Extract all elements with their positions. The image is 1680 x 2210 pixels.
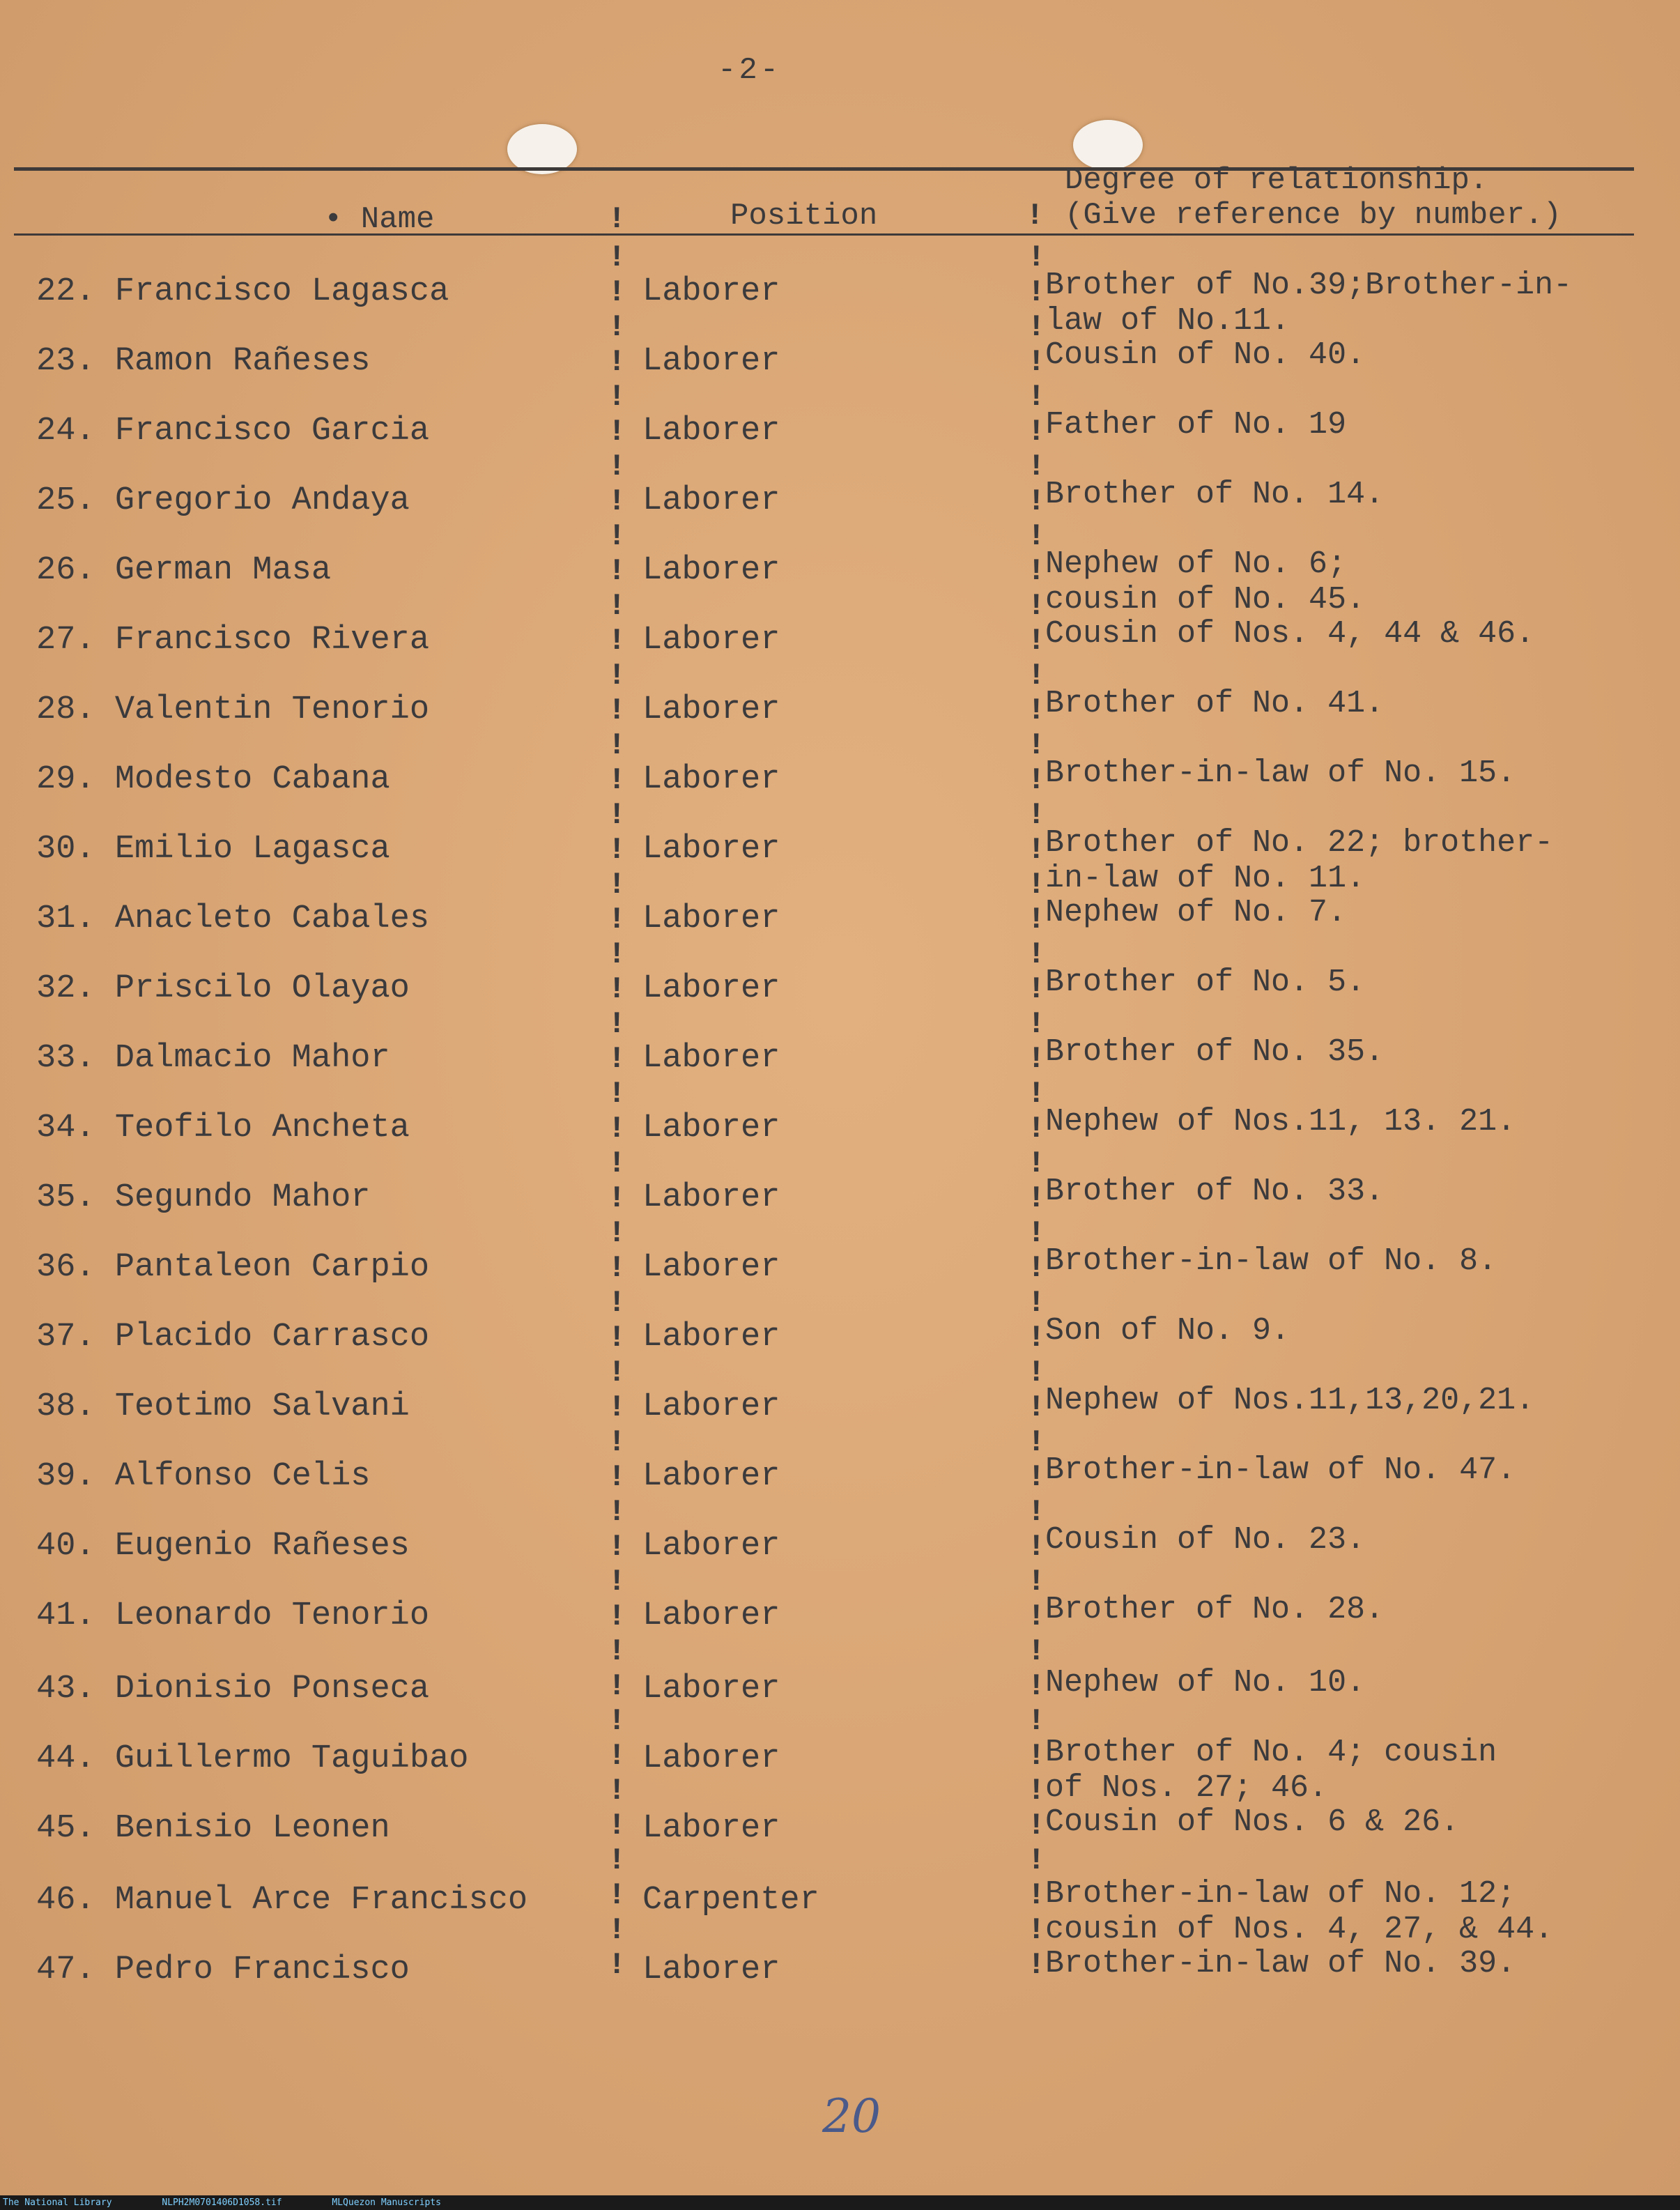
relationship-line-1: Father of No. 19 — [1045, 407, 1347, 443]
page-number: -2- — [718, 53, 782, 88]
relationship — [1045, 1592, 1384, 1627]
relationship-line-1: Brother of No. 5. — [1045, 965, 1366, 1000]
archive-file: NLPH2M0701406D1058.tif — [162, 2197, 282, 2208]
employee-position: Laborer — [642, 1249, 780, 1286]
relationship — [1045, 755, 1516, 791]
employee-position: Laborer — [642, 343, 780, 380]
employee-name: 40. Eugenio Rañeses — [36, 1528, 410, 1565]
relationship — [1045, 1876, 1553, 1947]
table-row — [0, 1243, 1680, 1319]
table-row — [0, 1383, 1680, 1458]
table-row — [0, 546, 1680, 622]
table-row — [0, 1876, 1680, 1951]
employee-name: 22. Francisco Lagasca — [36, 273, 449, 310]
header-bottom-rule — [14, 233, 1634, 236]
table-row — [0, 1522, 1680, 1597]
employee-position: Laborer — [642, 1740, 780, 1777]
employee-name: 44. Guillermo Taguibao — [36, 1740, 469, 1777]
relationship-line-2: cousin of No. 45. — [1045, 582, 1366, 617]
employee-name: 39. Alfonso Celis — [36, 1458, 371, 1495]
relationship — [1045, 825, 1553, 896]
employee-name: 35. Segundo Mahor — [36, 1179, 371, 1216]
employee-name: 23. Ramon Rañeses — [36, 343, 371, 380]
table-row — [0, 686, 1680, 761]
employee-position: Laborer — [642, 273, 780, 310]
relationship-line-1: Nephew of Nos.11, 13. 21. — [1045, 1104, 1516, 1139]
relationship — [1045, 1383, 1534, 1418]
employee-position: Laborer — [642, 831, 780, 868]
employee-position: Laborer — [642, 1810, 780, 1847]
employee-position: Laborer — [642, 970, 780, 1007]
column-header-name: • Name — [324, 202, 435, 237]
employee-name: 37. Placido Carrasco — [36, 1319, 430, 1356]
employee-position: Laborer — [642, 1319, 780, 1356]
employee-name: 38. Teotimo Salvani — [36, 1388, 410, 1425]
column-divider-2: ! ! ! ! ! ! ! ! ! ! ! ! ! ! ! ! ! ! ! ! ! ! ! ! ! ! ! ! ! ! ! ! ! ! ! ! ! ! ! ! ! ! ! ! ! ! ! ! ! ! — [1027, 240, 1046, 1983]
table-row — [0, 965, 1680, 1040]
relationship-line-1: Brother of No. 14. — [1045, 477, 1385, 512]
column-divider-mark: ! — [1026, 199, 1045, 233]
employee-position: Laborer — [642, 1388, 780, 1425]
table-row — [0, 407, 1680, 482]
employee-name: 46. Manuel Arce Francisco — [36, 1882, 528, 1919]
table-row — [0, 895, 1680, 970]
employee-name: 45. Benisio Leonen — [36, 1810, 390, 1847]
employee-name: 31. Anacleto Cabales — [36, 900, 430, 937]
column-header-relationship-line1: Degree of relationship. — [1065, 163, 1488, 198]
handwritten-page-number: 20 — [822, 2089, 881, 2143]
relationship-line-1: Nephew of No. 10. — [1045, 1665, 1366, 1701]
employee-name: 33. Dalmacio Mahor — [36, 1040, 390, 1077]
relationship — [1045, 546, 1365, 617]
table-row — [0, 1592, 1680, 1667]
table-row — [0, 337, 1680, 413]
employee-name: 30. Emilio Lagasca — [36, 831, 390, 868]
relationship — [1045, 407, 1346, 443]
employee-position: Laborer — [642, 1597, 780, 1634]
relationship-line-1: Cousin of Nos. 4, 44 & 46. — [1045, 616, 1535, 652]
employee-name: 41. Leonardo Tenorio — [36, 1597, 430, 1634]
relationship-line-1: Nephew of Nos.11,13,20,21. — [1045, 1383, 1535, 1418]
employee-position: Laborer — [642, 761, 780, 798]
employee-position: Laborer — [642, 1528, 780, 1565]
relationship — [1045, 1946, 1516, 1981]
relationship-line-1: Brother of No. 33. — [1045, 1174, 1385, 1209]
employee-name: 29. Modesto Cabana — [36, 761, 390, 798]
relationship-line-1: Brother of No. 22; brother- — [1045, 825, 1554, 861]
relationship-line-1: Brother of No. 35. — [1045, 1034, 1385, 1070]
relationship-line-1: Brother of No.39;Brother-in- — [1045, 268, 1573, 303]
relationship — [1045, 1104, 1516, 1139]
table-row — [0, 1174, 1680, 1249]
relationship-line-1: Brother-in-law of No. 47. — [1045, 1452, 1516, 1488]
employee-name: 34. Teofilo Ancheta — [36, 1110, 410, 1146]
relationship-line-2: cousin of Nos. 4, 27, & 44. — [1045, 1912, 1554, 1947]
relationship-line-1: Nephew of No. 7. — [1045, 895, 1347, 930]
relationship — [1045, 1522, 1365, 1558]
employee-name: 32. Priscilo Olayao — [36, 970, 410, 1007]
relationship — [1045, 1804, 1459, 1840]
employee-name: 27. Francisco Rivera — [36, 622, 430, 659]
relationship-line-1: Cousin of No. 23. — [1045, 1522, 1366, 1558]
employee-position: Laborer — [642, 691, 780, 728]
relationship — [1045, 337, 1365, 373]
table-row — [0, 1665, 1680, 1740]
table-row — [0, 1735, 1680, 1810]
employee-position: Laborer — [642, 1951, 780, 1988]
relationship — [1045, 1174, 1384, 1209]
relationship-line-2: of Nos. 27; 46. — [1045, 1770, 1328, 1806]
relationship — [1045, 1665, 1365, 1701]
table-row — [0, 1804, 1680, 1880]
table-row — [0, 825, 1680, 900]
relationship — [1045, 1313, 1290, 1349]
employee-position: Laborer — [642, 622, 780, 659]
employee-position: Laborer — [642, 1110, 780, 1146]
table-row — [0, 1946, 1680, 2021]
employee-position: Laborer — [642, 552, 780, 589]
relationship — [1045, 686, 1384, 721]
table-row — [0, 1034, 1680, 1110]
relationship-line-2: law of No.11. — [1045, 303, 1290, 339]
employee-position: Laborer — [642, 1671, 780, 1708]
table-row — [0, 616, 1680, 691]
employee-name: 26. German Masa — [36, 552, 332, 589]
relationship — [1045, 477, 1384, 512]
column-header-position: Position — [730, 199, 878, 233]
relationship — [1045, 1034, 1384, 1070]
table-row — [0, 1104, 1680, 1179]
employee-position: Laborer — [642, 413, 780, 450]
employee-name: 36. Pantaleon Carpio — [36, 1249, 430, 1286]
employee-position: Laborer — [642, 1179, 780, 1216]
table-row — [0, 755, 1680, 831]
table-row — [0, 1313, 1680, 1388]
column-divider-mark: ! — [608, 202, 626, 237]
employee-position: Laborer — [642, 1458, 780, 1495]
employee-name: 25. Gregorio Andaya — [36, 482, 410, 519]
relationship-line-1: Brother-in-law of No. 15. — [1045, 755, 1516, 791]
table-row — [0, 268, 1680, 343]
employee-name: 28. Valentin Tenorio — [36, 691, 430, 728]
archive-collection: MLQuezon Manuscripts — [332, 2197, 441, 2208]
relationship — [1045, 1452, 1516, 1488]
relationship-line-1: Brother of No. 4; cousin — [1045, 1735, 1497, 1770]
relationship-line-1: Son of No. 9. — [1045, 1313, 1290, 1349]
relationship — [1045, 616, 1534, 652]
archive-library: The National Library — [3, 2197, 112, 2208]
relationship — [1045, 1735, 1497, 1806]
employee-name: 47. Pedro Francisco — [36, 1951, 410, 1988]
relationship-line-1: Nephew of No. 6; — [1045, 546, 1347, 582]
relationship — [1045, 965, 1365, 1000]
relationship-line-1: Brother-in-law of No. 8. — [1045, 1243, 1497, 1279]
relationship — [1045, 1243, 1497, 1279]
table-row — [0, 1452, 1680, 1528]
relationship-line-1: Brother of No. 41. — [1045, 686, 1385, 721]
employee-position: Laborer — [642, 1040, 780, 1077]
archive-stamp-bar — [0, 2195, 1680, 2210]
column-divider-1: ! ! ! ! ! ! ! ! ! ! ! ! ! ! ! ! ! ! ! ! ! ! ! ! ! ! ! ! ! ! ! ! ! ! ! ! ! ! ! ! ! ! ! ! ! ! ! ! ! ! — [608, 240, 626, 1983]
relationship-line-1: Brother of No. 28. — [1045, 1592, 1385, 1627]
relationship-line-1: Brother-in-law of No. 12; — [1045, 1876, 1516, 1912]
table-row — [0, 477, 1680, 552]
relationship-line-1: Cousin of No. 40. — [1045, 337, 1366, 373]
employee-position: Laborer — [642, 482, 780, 519]
employee-position: Laborer — [642, 900, 780, 937]
employee-position: Carpenter — [642, 1882, 819, 1919]
employee-name: 43. Dionisio Ponseca — [36, 1671, 430, 1708]
relationship-line-1: Brother-in-law of No. 39. — [1045, 1946, 1516, 1981]
relationship — [1045, 895, 1346, 930]
relationship-line-1: Cousin of Nos. 6 & 26. — [1045, 1804, 1460, 1840]
column-header-relationship-line2: (Give reference by number.) — [1065, 198, 1562, 233]
relationship — [1045, 268, 1572, 339]
relationship-line-2: in-law of No. 11. — [1045, 861, 1366, 896]
employee-name: 24. Francisco Garcia — [36, 413, 430, 450]
